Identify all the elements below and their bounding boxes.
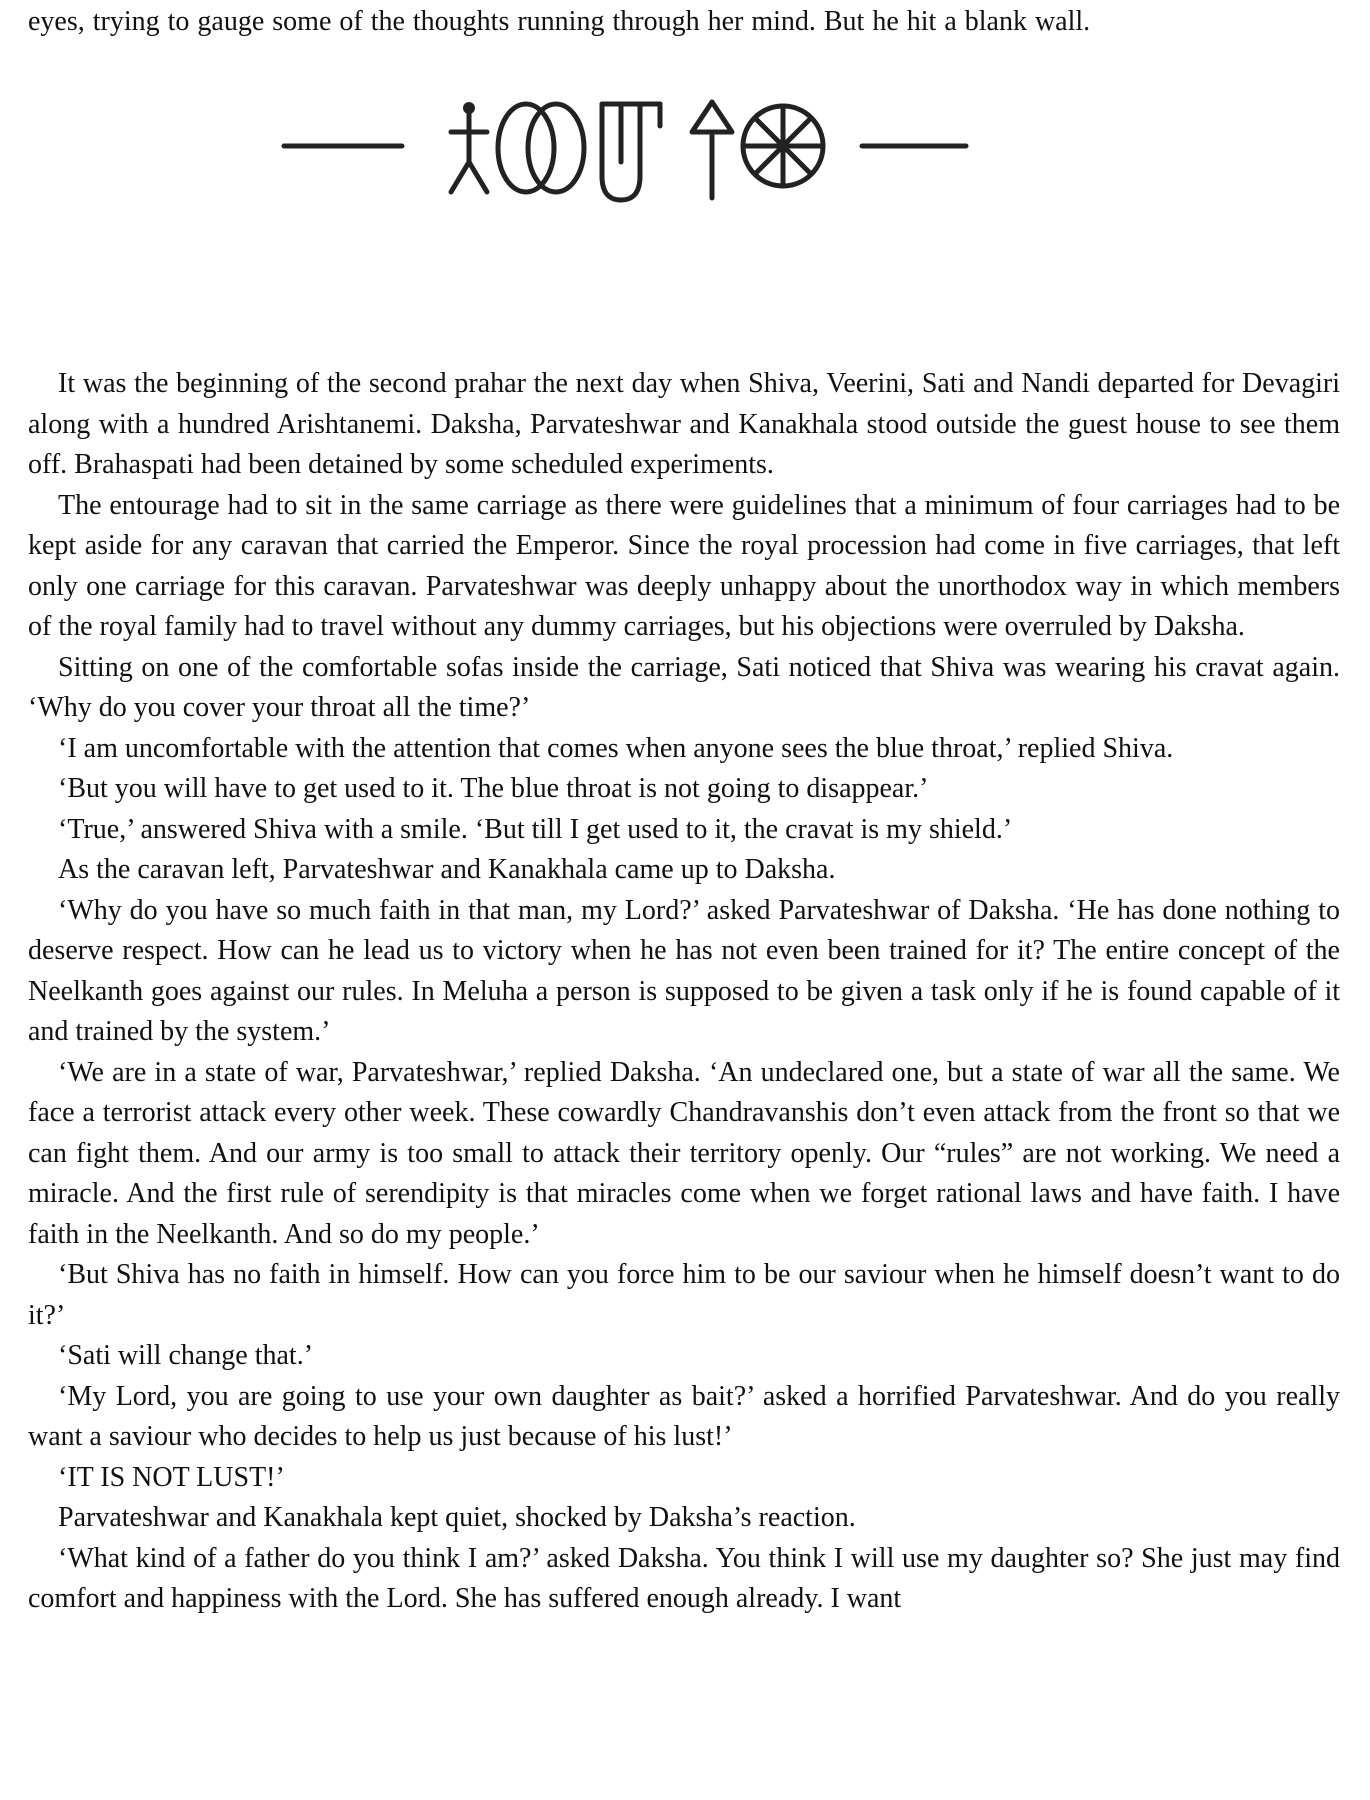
spoked-wheel-symbol-icon xyxy=(743,106,823,186)
book-page xyxy=(28,0,1340,1620)
indus-script-ornament-icon xyxy=(280,92,970,212)
arrow-up-symbol-icon xyxy=(692,102,732,198)
chapter-body xyxy=(28,364,1340,1620)
paragraph: ‘My Lord, you are going to use your own daughter as bait?’ asked a horrified Parvateshwar. And do you really want a saviour who decides to help us just because of his lust!’ xyxy=(28,1380,1340,1452)
continued-text-line: eyes, trying to gauge some of the thoughts running through her mind. But he hit a blank wall. xyxy=(28,6,1091,37)
fork-symbol-icon xyxy=(602,104,660,200)
man-symbol-icon xyxy=(451,102,487,192)
paragraph: ‘What kind of a father do you think I am?’ asked Daksha. You think I will use my daughter so? She just may find comfort and happiness with the Lord. She has suffered enough already. I want xyxy=(28,1542,1340,1614)
paragraph: ‘But Shiva has no faith in himself. How can you force him to be our saviour when he himself doesn’t want to do it?’ xyxy=(28,1259,1340,1331)
paragraph: Sitting on one of the comfortable sofas inside the carriage, Sati noticed that Shiva was wearing his cravat again. ‘Why do you cover your throat all the time?’ xyxy=(28,651,1340,723)
paragraph: ‘But you will have to get used to it. The blue throat is not going to disappear.’ xyxy=(58,773,929,804)
section-separator xyxy=(28,66,1340,266)
paragraph: ‘Why do you have so much faith in that man, my Lord?’ asked Parvateshwar of Daksha. ‘He has done nothing to deserve respect. How can he lead us to victory when he has not even been trained for it? The entire concept of the Neelkanth goes against our rules. In Meluha a person is supposed to be given a task only if he is found capable of it and trained by the system.’ xyxy=(28,894,1340,1047)
paragraph: ‘IT IS NOT LUST!’ xyxy=(58,1461,285,1493)
paragraph: The entourage had to sit in the same carriage as there were guidelines that a minimum of four carriages had to be kept aside for any caravan that carried the Emperor. Since the royal procession had come in five carriages, that left only one carriage for this caravan. Parvateshwar was deeply unhappy about the unorthodox way in which members of the royal family had to travel without any dummy carriages, but his objections were overruled by Daksha. xyxy=(28,489,1340,642)
double-circle-symbol-icon xyxy=(498,104,584,192)
paragraph: ‘Sati will change that.’ xyxy=(58,1340,314,1371)
paragraph: ‘We are in a state of war, Parvateshwar,’ replied Daksha. ‘An undeclared one, but a state of war all the same. We face a terrorist attack every other week. These cowardly Chandravanshis don’t even attack from the front so that we can fight them. And our army is too small to attack their territory openly. Our “rules” are not working. We need a miracle. And the first rule of serendipity is that miracles come when we forget rational laws and have faith. I have faith in the Neelkanth. And so do my people.’ xyxy=(28,1056,1340,1250)
paragraph: It was the beginning of the second prahar the next day when Shiva, Veerini, Sati and Nandi departed for Devagiri along with a hundred Arishtanemi. Daksha, Parvateshwar and Kanakhala stood outside the guest house to see them off. Brahaspati had been detained by some scheduled experiments. xyxy=(28,368,1340,480)
paragraph: ‘True,’ answered Shiva with a smile. ‘But till I get used to it, the cravat is my shield.’ xyxy=(58,813,1013,845)
paragraph: As the caravan left, Parvateshwar and Kanakhala came up to Daksha. xyxy=(58,854,836,885)
paragraph: ‘I am uncomfortable with the attention that comes when anyone sees the blue throat,’ replied Shiva. xyxy=(58,732,1174,764)
paragraph: Parvateshwar and Kanakhala kept quiet, shocked by Daksha’s reaction. xyxy=(58,1502,856,1533)
